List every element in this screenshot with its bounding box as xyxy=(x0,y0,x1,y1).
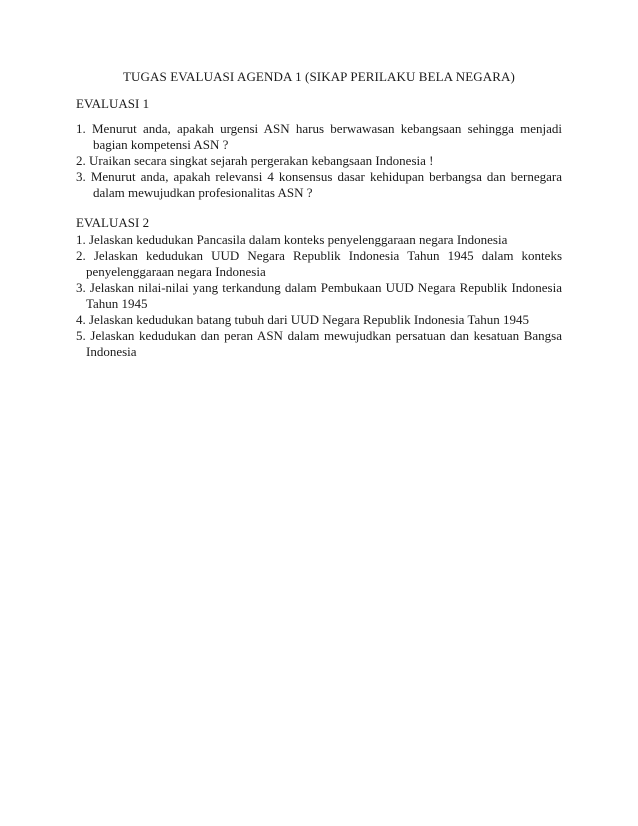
document-title: TUGAS EVALUASI AGENDA 1 (SIKAP PERILAKU BELA NEGARA) xyxy=(123,69,515,84)
section-heading: EVALUASI 1 xyxy=(76,96,150,111)
question-list xyxy=(76,121,562,201)
question-item: 3. Jelaskan nilai-nilai yang terkandung dalam Pembukaan UUD Negara Republik Indonesia Tahun 1945 xyxy=(76,280,562,311)
question-item: 2. Uraikan secara singkat sejarah pergerakan kebangsaan Indonesia ! xyxy=(76,153,434,168)
question-item: 1. Jelaskan kedudukan Pancasila dalam konteks penyelenggaraan negara Indonesia xyxy=(76,232,508,247)
question-item: 2. Jelaskan kedudukan UUD Negara Republik Indonesia Tahun 1945 dalam konteks penyelenggaraan negara Indonesia xyxy=(76,248,562,279)
question-list xyxy=(76,232,562,360)
question-item: 4. Jelaskan kedudukan batang tubuh dari UUD Negara Republik Indonesia Tahun 1945 xyxy=(76,312,530,327)
section-evaluasi-1 xyxy=(76,96,562,201)
section-heading: EVALUASI 2 xyxy=(76,215,150,230)
section-evaluasi-2 xyxy=(76,215,562,360)
question-item: 5. Jelaskan kedudukan dan peran ASN dalam mewujudkan persatuan dan kesatuan Bangsa Indonesia xyxy=(76,328,562,359)
question-item: 1. Menurut anda, apakah urgensi ASN harus berwawasan kebangsaan sehingga menjadi bagian kompetensi ASN ? xyxy=(76,121,562,152)
question-item: 3. Menurut anda, apakah relevansi 4 konsensus dasar kehidupan berbangsa dan bernegara dalam mewujudkan profesionalitas ASN ? xyxy=(76,169,562,200)
